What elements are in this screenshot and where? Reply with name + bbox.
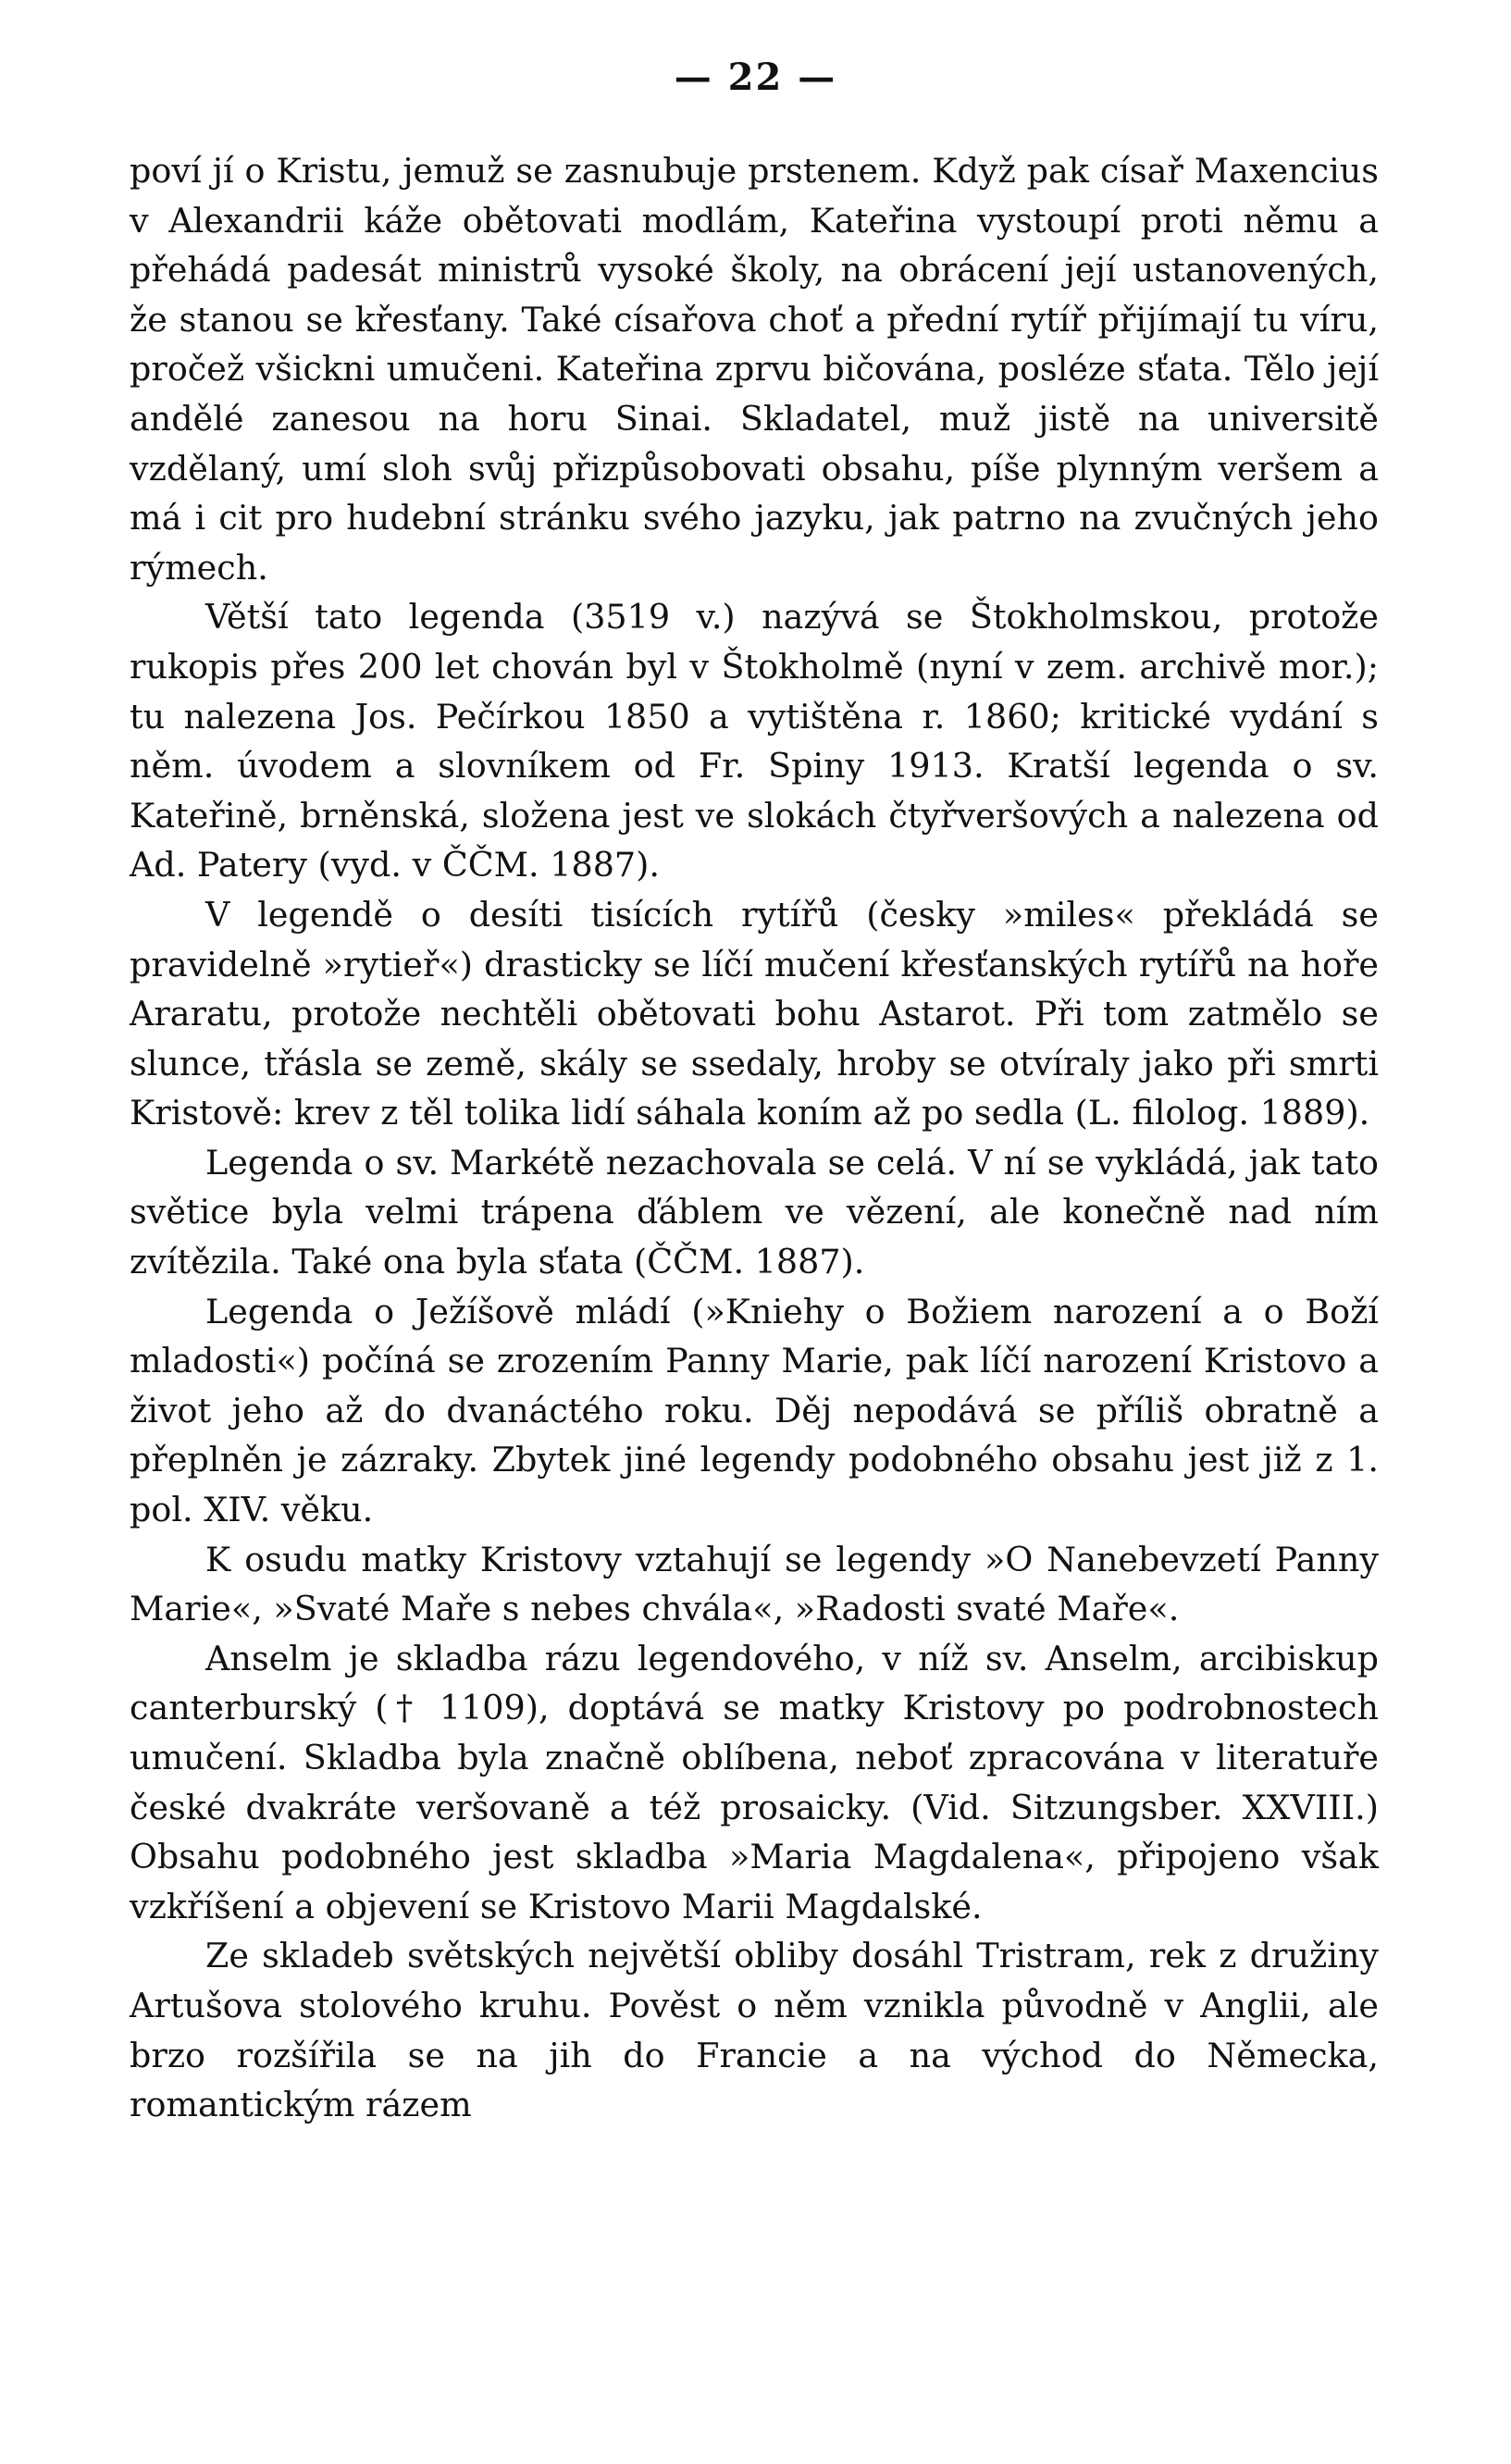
paragraph: Větší tato legenda (3519 v.) nazývá se Štokholmskou, protože rukopis přes 200 let chován byl v Štokholmě (nyní v zem. archivě mor.); tu nalezena Jos. Pečírkou 1850 a vytištěna r. 1860; kritické vydání s něm. úvodem a slovníkem od Fr. Spiny 1913. Kratší legenda o sv. Kateřině, brněnská, složena jest ve slokách čtyřveršových a nalezena od Ad. Patery (vyd. v ČČM. 1887). (130, 597, 1379, 885)
paragraph: poví jí o Kristu, jemuž se zasnubuje prstenem. Když pak císař Maxencius v Alexandrii káže obětovati modlám, Kateřina vystoupí proti němu a přehádá padesát ministrů vysoké školy, na obrácení její ustanovených, že stanou se křesťany. Také císařova choť a přední rytíř přijímají tu víru, pročež všickni umučeni. Kateřina zprvu bičována, posléze sťata. Tělo její andělé zanesou na horu Sinai. Skladatel, muž jistě na universitě vzdělaný, umí sloh svůj přizpůsobovati obsahu, píše plynným veršem a má i cit pro hudební stránku svého jazyku, jak patrno na zvučných jeho rýmech. (130, 151, 1379, 588)
paragraph: Anselm je skladba rázu legendového, v níž sv. Anselm, arcibiskup canterburský († 1109), doptává se matky Kristovy po podrobnostech umučení. Skladba byla značně oblíbena, neboť zpracována v literatuře české dvakráte veršovaně a též prosaicky. (Vid. Sitzungsber. XXVIII.) Obsahu podobného jest skladba »Maria Magdalena«, připojeno však vzkříšení a objevení se Kristovo Marii Magdalské. (130, 1638, 1379, 1926)
paragraph: K osudu matky Kristovy vztahují se legendy »O Nanebevzetí Panny Marie«, »Svaté Maře s nebes chvála«, »Radosti svaté Maře«. (130, 1539, 1379, 1629)
paragraph: Ze skladeb světských největší obliby dosáhl Tristram, rek z družiny Artušova stolového kruhu. Pověst o něm vznikla původně v Anglii, ale brzo rozšířila se na jih do Francie a na východ do Německa, romantickým rázem (130, 1936, 1379, 2125)
text-column (130, 146, 1379, 2130)
paragraph: V legendě o desíti tisících rytířů (česky »miles« překládá se pravidelně »rytieř«) drasticky se líčí mučení křesťanských rytířů na hoře Araratu, protože nechtěli obětovati bohu Astarot. Při tom zatmělo se slunce, třásla se země, skály se ssedaly, hroby se otvíraly jako při smrti Kristově: krev z těl tolika lidí sáhala koním až po sedla (L. filolog. 1889). (130, 894, 1379, 1133)
page-number: — 22 — (674, 56, 837, 99)
paragraph: Legenda o Ježíšově mládí (»Kniehy o Božiem narození a o Boží mladosti«) počíná se zrozením Panny Marie, pak líčí narození Kristovo a život jeho až do dvanáctého roku. Děj nepodává se příliš obratně a přeplněn je zázraky. Zbytek jiné legendy podobného obsahu jest již z 1. pol. XIV. věku. (130, 1291, 1379, 1530)
paragraph: Legenda o sv. Markétě nezachovala se celá. V ní se vykládá, jak tato světice byla velmi trápena ďáblem ve vězení, ale konečně nad ním zvítězila. Také ona byla sťata (ČČM. 1887). (130, 1142, 1379, 1282)
